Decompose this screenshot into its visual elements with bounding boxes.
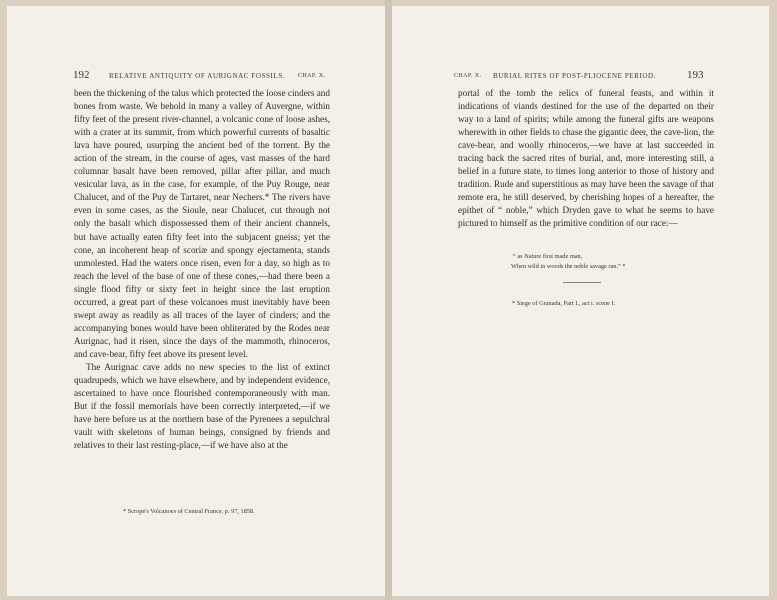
left-page — [7, 6, 385, 596]
right-running-head: BURIAL RITES OF POST-PLIOCENE PERIOD. — [493, 72, 657, 80]
right-page-body — [458, 87, 714, 231]
left-page-number: 192 — [73, 69, 90, 81]
verse-line-1: “ as Nature first made man, — [513, 253, 583, 260]
left-chapter-label: CHAP. X. — [298, 73, 326, 79]
right-paragraph-1: portal of the tomb the relics of funeral feasts, and within it indications of viands destined for the use of the departed on their way to a land of spirits; while among the funeral gifts are weapons wherewith in other fields to chase the gigantic deer, the cave-lion, the cave-bear, and woolly rhinoceros,—we have at last succeeded in tracing back the sacred rites of burial, and, more interesting still, a belief in a future state, to times long anterior to those of history and tradition. Rude and superstitious as may have been the savage of that remote era, he still deserved, by cherishing hopes of a hereafter, the epithet of “ noble,” which Dryden gave to what he seems to have pictured to himself as the primitive condition of our race:— — [458, 88, 714, 229]
book-gutter — [385, 0, 392, 600]
left-footnote: * Scrope's Volcanoes of Central France, p. 97, 1858. — [123, 508, 255, 515]
footnote-rule — [563, 282, 601, 283]
left-paragraph-2: The Aurignac cave adds no new species to the list of extinct quadrupeds, which we have elsewhere, and by independent evidence, ascertained to have once flourished contemporaneously with man. But if the fossil memorials have been correctly interpreted,—if we have here before us at the northern base of the Pyrenees a sepulchral vault with skeletons of human beings, consigned by friends and relatives to their last resting-place,—if we have also at the — [74, 361, 330, 451]
left-paragraph-1: been the thickening of the talus which protected the loose cinders and bones from waste. We behold in many a valley of Auvergne, within fifty feet of the present river-channel, a volcanic cone of loose ashes, with a crater at its summit, from which powerful currents of basaltic lava have poured, usurping the ancient bed of the torrent. By the action of the stream, in the course of ages, vast masses of the hard columnar basalt have been removed, pillar after pillar, and much vesicular lava, as in the case, for example, of the Puy Rouge, near Chalucet, and of the Puy de Tartaret, near Nechers.* The rivers have even in some cases, as the Sioule, near Chalucet, cut through not only the basalt which dispossessed them of their ancient channels, but have actually eaten fifty feet into the subjacent gneiss; yet the cone, an incoherent heap of scoriæ and spongy ejectamenta, stands unmolested. Had the waters once risen, even for a day, so high as to reach the level of the base of one of these cones,—had there been a single flood fifty or sixty feet in height since the last eruption occurred, a great part of these volcanoes must inevitably have been swept away as readily as all traces of the layer of cinders; and the accompanying bones would have been obliterated by the Rodes near Aurignac, had it risen, since the days of the mammoth, rhinoceros, and cave-bear, fifty feet above its present level. — [74, 88, 330, 359]
right-page-number: 193 — [687, 69, 704, 81]
verse-line-2: When wild in woods the noble savage ran.” * — [511, 262, 626, 270]
right-page — [392, 6, 769, 596]
left-page-body — [74, 87, 330, 452]
verse-quotation — [458, 252, 714, 271]
right-footnote: * Siege of Granada, Part I., act i. scene I. — [512, 300, 616, 307]
right-chapter-label: CHAP. X. — [454, 73, 482, 79]
left-running-head: RELATIVE ANTIQUITY OF AURIGNAC FOSSILS. — [109, 72, 286, 80]
